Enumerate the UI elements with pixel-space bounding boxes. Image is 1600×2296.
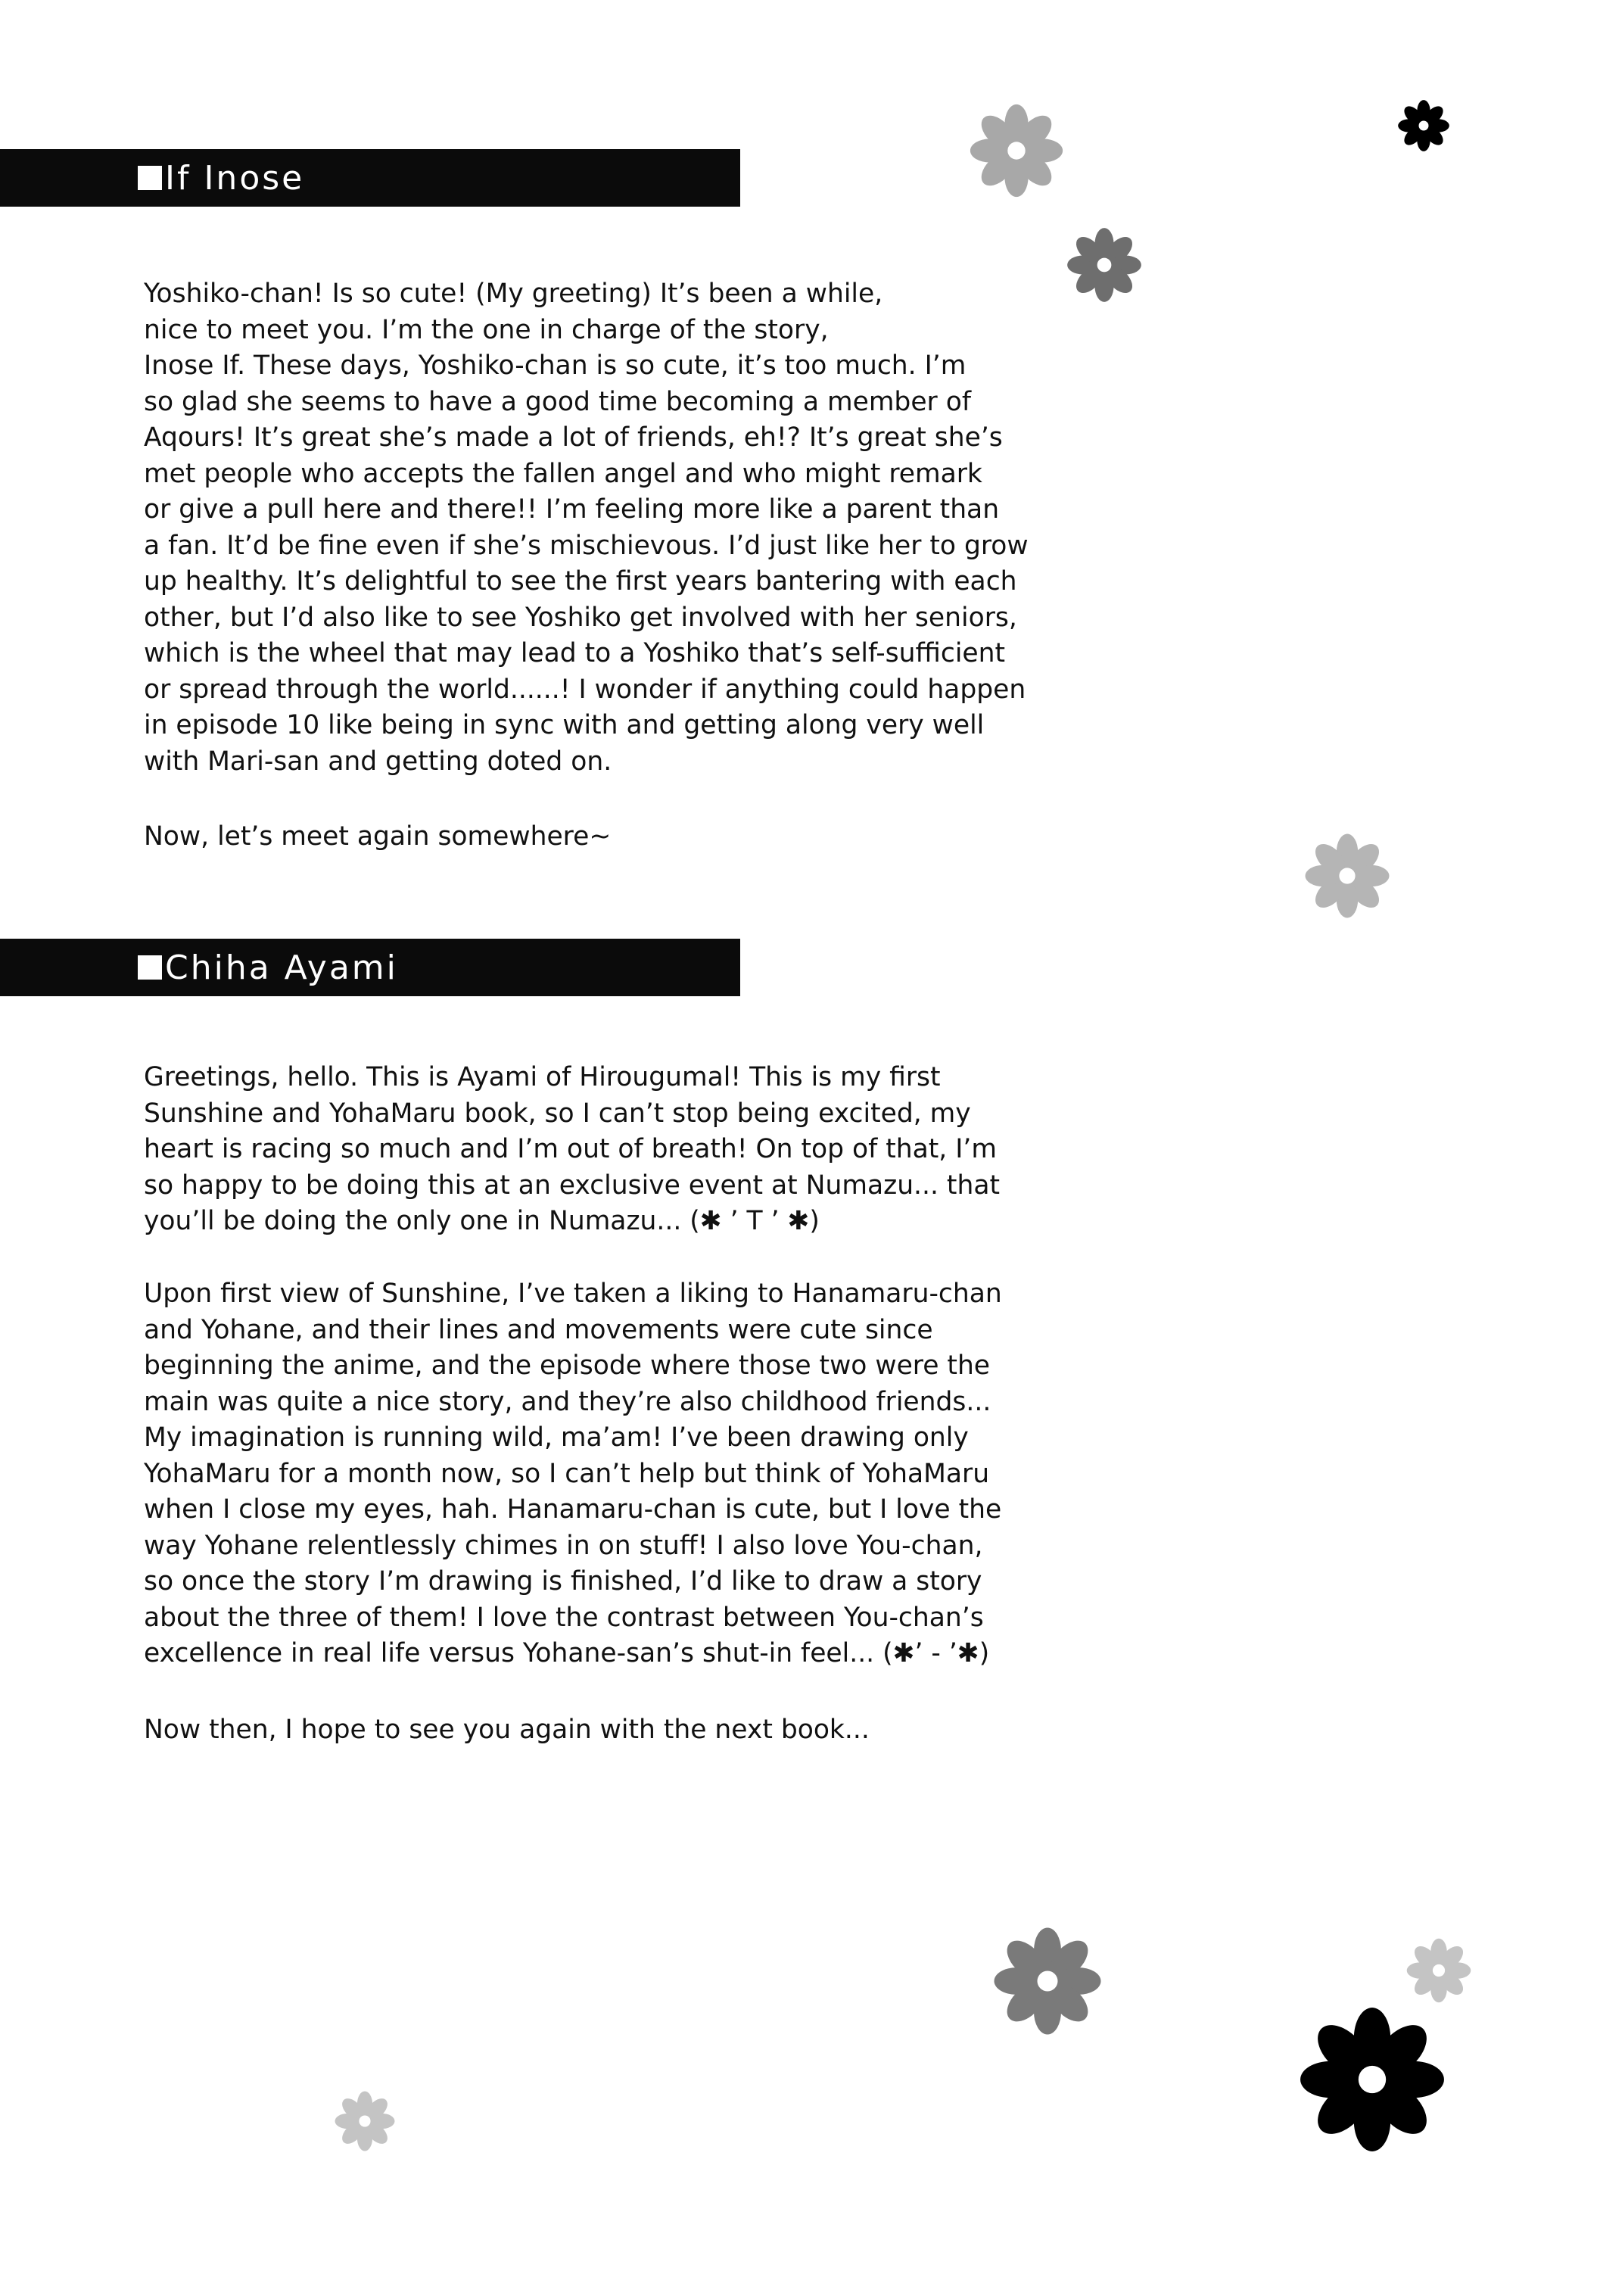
message-ayami-intro	[144, 1060, 1279, 1240]
text-line: up healthy. It’s delightful to see the first years bantering with each	[144, 566, 1017, 597]
text-line: Aqours! It’s great she’s made a lot of friends, eh!? It’s great she’s	[144, 422, 1003, 453]
flower-center	[1419, 121, 1429, 131]
text-line: YohaMaru for a month now, so I can’t help but think of YohaMaru	[144, 1458, 990, 1489]
text-line: so glad she seems to have a good time becoming a member of	[144, 386, 971, 417]
text-line: Now, let’s meet again somewhere~	[144, 821, 612, 852]
closing-inose	[144, 819, 1279, 855]
message-inose	[144, 276, 1279, 780]
text-line: in episode 10 like being in sync with and getting along very well	[144, 710, 985, 740]
text-line: Greetings, hello. This is Ayami of Hirougumal! This is my first	[144, 1062, 941, 1092]
text-line: Yoshiko-chan! Is so cute! (My greeting) It’s been a while,	[144, 279, 883, 309]
text-line: Upon first view of Sunshine, I’ve taken a liking to Hanamaru-chan	[144, 1279, 1002, 1309]
flower-icon	[1063, 226, 1145, 304]
text-line: heart is racing so much and I’m out of breath! On top of that, I’m	[144, 1134, 997, 1164]
text-line: nice to meet you. I’m the one in charge of the story,	[144, 314, 829, 345]
flower-icon	[1296, 2003, 1449, 2156]
flower-icon	[960, 101, 1073, 200]
text-line: when I close my eyes, hah. Hanamaru-chan is cute, but I love the	[144, 1494, 1002, 1525]
text-line: My imagination is running wild, ma’am! I’ve been drawing only	[144, 1422, 969, 1453]
text-line: or give a pull here and there!! I’m feeling more like a parent than	[144, 494, 1000, 525]
author-name: If Inose	[165, 158, 305, 198]
flower-center	[1339, 868, 1355, 883]
text-line: Now then, I hope to see you again with the next book...	[144, 1715, 870, 1745]
text-line: a fan. It’d be fine even if she’s mischievous. I’d just like her to grow	[144, 530, 1029, 561]
text-line: way Yohane relentlessly chimes in on stuff! I also love You-chan,	[144, 1530, 983, 1561]
text-line: excellence in real life versus Yohane-san’s shut-in feel... (✱’ - ’✱)	[144, 1638, 990, 1668]
text-line: so once the story I’m drawing is finished, I’d like to draw a story	[144, 1566, 982, 1597]
text-line: main was quite a nice story, and they’re also childhood friends...	[144, 1386, 991, 1417]
flower-center	[1433, 1964, 1445, 1977]
flower-icon	[1396, 98, 1451, 153]
flower-center	[359, 2115, 370, 2126]
message-ayami-body	[144, 1276, 1279, 1672]
text-line: you’ll be doing the only one in Numazu... (✱ ’ T ’ ✱)	[144, 1206, 820, 1236]
author-name: Chiha Ayami	[165, 948, 398, 987]
text-line: with Mari-san and getting doted on.	[144, 746, 612, 777]
section-header-ayami	[0, 939, 740, 996]
closing-ayami	[144, 1712, 1279, 1749]
text-line: and Yohane, and their lines and movements were cute since	[144, 1314, 933, 1345]
text-line: Inose If. These days, Yoshiko-chan is so cute, it’s too much. I’m	[144, 350, 967, 381]
header-square-icon	[138, 955, 162, 980]
flower-center	[1359, 2066, 1386, 2093]
flower-icon	[1405, 1936, 1473, 2005]
header-square-icon	[138, 166, 162, 190]
text-line: other, but I’d also like to see Yoshiko get involved with her seniors,	[144, 602, 1017, 633]
flower-icon	[333, 2089, 397, 2153]
text-line: Sunshine and YohaMaru book, so I can’t stop being excited, my	[144, 1098, 971, 1129]
flower-icon	[990, 1924, 1105, 2038]
flower-center	[1007, 142, 1025, 159]
text-line: beginning the anime, and the episode where those two were the	[144, 1350, 991, 1381]
text-line: about the three of them! I love the contrast between You-chan’s	[144, 1602, 984, 1633]
text-line: met people who accepts the fallen angel and who might remark	[144, 458, 982, 489]
section-header-inose	[0, 149, 740, 207]
flower-center	[1097, 258, 1112, 273]
flower-center	[1038, 1971, 1058, 1992]
text-line: so happy to be doing this at an exclusive event at Numazu... that	[144, 1170, 1000, 1201]
text-line: or spread through the world......! I wonder if anything could happen	[144, 674, 1026, 705]
flower-icon	[1302, 831, 1393, 921]
text-line: which is the wheel that may lead to a Yoshiko that’s self-sufficient	[144, 638, 1006, 668]
